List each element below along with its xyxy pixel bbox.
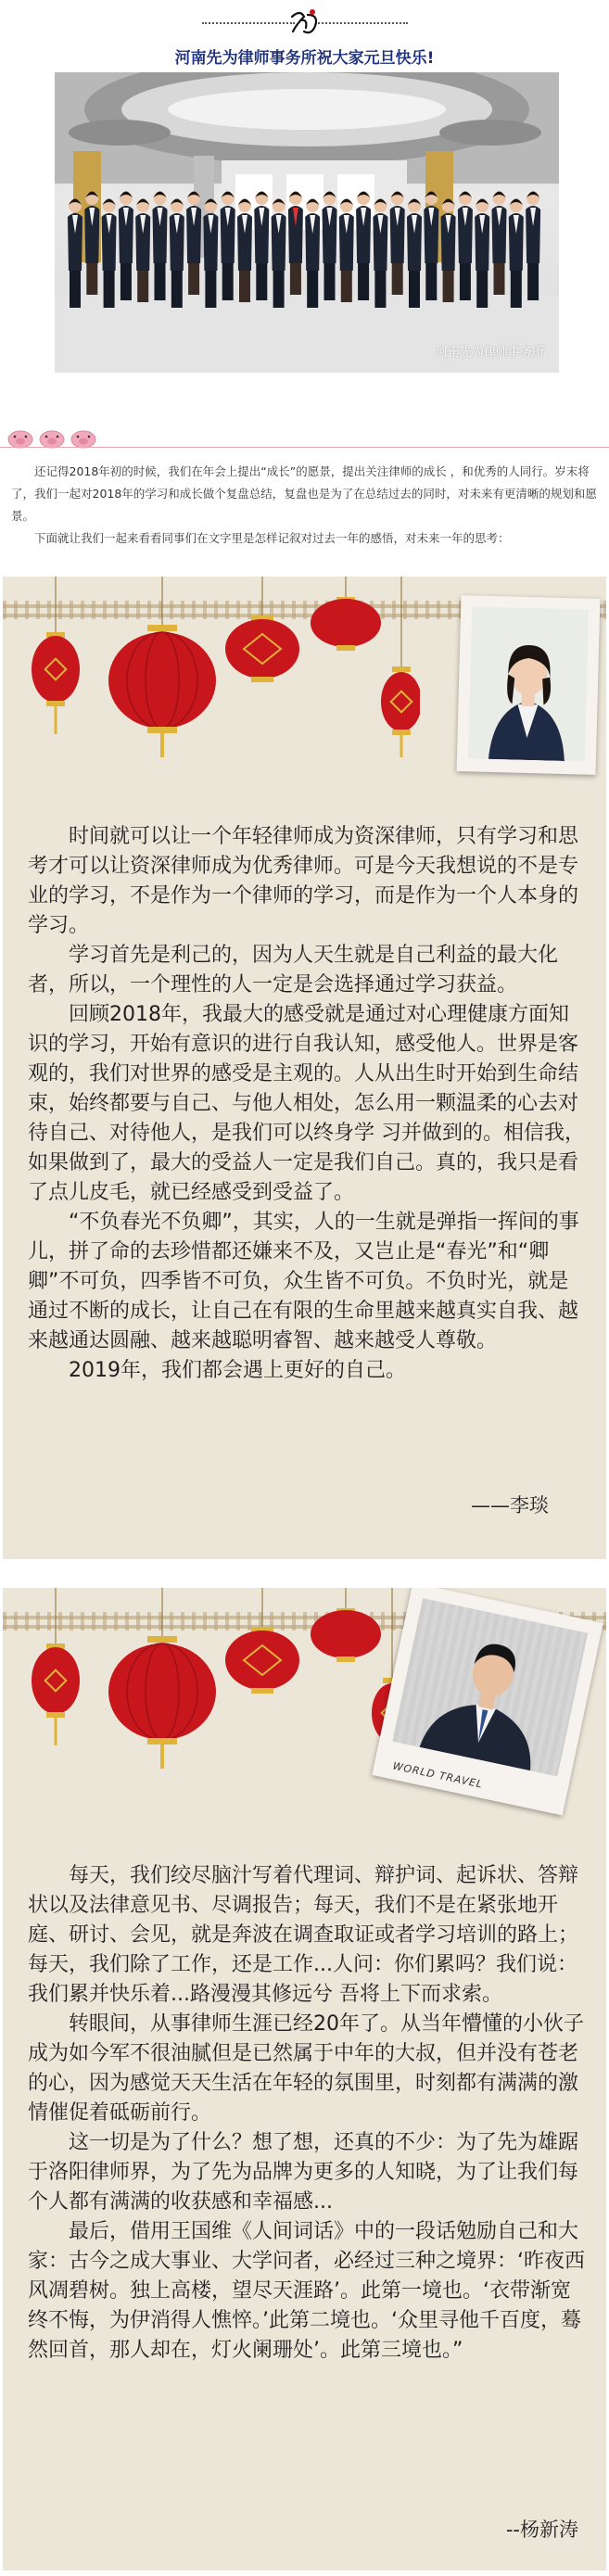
calligraphy-logo-icon: [287, 7, 321, 39]
photo-watermark: 河南先为律师事务所: [435, 346, 544, 360]
lantern-icon: [32, 1643, 80, 1745]
lantern-icon: [225, 615, 299, 682]
article-header: [0, 0, 609, 68]
lantern-icon: [108, 625, 216, 757]
reflection-paragraph: 每天，我们绞尽脑汁写着代理词、辩护词、起诉状、答辩状以及法律意见书、尽调报告；每天，我们不是在紧张地开庭、研讨、会见，就是奔波在调查取证或者学习培训的路上；每天，我们除了工作，还是工作...人问：你们累吗？我们说：我们累并快乐着...路漫漫其修远兮 吾将上下而求索。: [28, 1864, 579, 2006]
intro-text: [11, 461, 599, 550]
group-photo: [55, 72, 559, 373]
intro-paragraph: 下面就让我们一起来看看同事们在文字里是怎样记叙对过去一年的感悟，对未来一年的思考：: [34, 531, 510, 545]
reflection-paragraph: 学习首先是利己的，因为人天生就是自己利益的最大化者，所以，一个理性的人一定是会选择通过学习获益。: [28, 944, 559, 996]
reflection-paragraph: 转眼间，从事律师生涯已经20年了。从当年懵懂的小伙子成为如今军不很油腻但是已然属于中年的大叔，但并没有苍老的心，因为感觉天天生活在年轻的氛围里，时刻都有满满的激情催促着砥砺前行。: [28, 2012, 584, 2125]
reflection-body: [28, 822, 589, 1386]
portrait-photo: [468, 606, 589, 761]
reflection-card-li-yan: [3, 577, 606, 1559]
reflection-paragraph: 2019年，我们都会遇上更好的自己。: [69, 1359, 406, 1382]
reflection-paragraph: 最后，借用王国维《人间词话》中的一段话勉励自己和大家：古今之成大事业、大学问者，必经过三种之境界：‘昨夜西风凋碧树。独上高楼，望尽天涯路’。此第一境也。‘衣带渐宽终不悔，为伊消得人憔悴。’此第二境也。‘众里寻他千百度，蓦然回首，那人却在，灯火阑珊处’。此第三境也。”: [28, 2220, 585, 2362]
page-title: 河南先为律师事务所祝大家元旦快乐!: [174, 49, 435, 68]
lantern-icon: [32, 632, 80, 734]
header-dotted-rule-left: [202, 22, 295, 24]
lanterns-decoration: [31, 577, 420, 762]
lantern-icon: [381, 666, 420, 757]
lantern-icon: [311, 1608, 381, 1662]
reflection-card-yang-xintao: [3, 1588, 606, 2570]
lantern-icon: [311, 597, 381, 651]
reflection-paragraph: “不负春光不负卿”，其实，人的一生就是弹指一挥间的事儿，拼了命的去珍惜都还嫌来不及，又岂止是“春光”和“卿卿”不可负，四季皆不可负，众生皆不可负。不负时光，就是通过不断的成长，让自己在有限的生命里越来越真实自我、越来越通达圆融、越来越聪明睿智、越来越受人尊敬。: [28, 1211, 579, 1352]
intro-paragraph: 还记得2018年初的时候，我们在年会上提出“成长”的愿景，提出关注律师的成长 ，和优秀的人同行。岁末将了，我们一起对2018年的学习和成长做个复盘总结，复盘也是为了在总结过去的同时，对未来有更清晰的规划和愿景。: [11, 464, 597, 523]
portrait-frame: [457, 595, 601, 775]
portrait-frame: [372, 1588, 603, 1816]
signature: ——李琰: [471, 1494, 549, 1516]
header-dotted-rule-right: [315, 22, 408, 24]
lantern-icon: [108, 1636, 216, 1769]
signature: --杨新涛: [505, 2519, 578, 2541]
frame-caption: WORLD TRAVEL: [391, 1759, 485, 1791]
reflection-paragraph: 时间就可以让一个年轻律师成为资深律师，只有学习和思考才可以让资深律师成为优秀律师。可是今天我想说的不是专业的学习，不是作为一个律师的学习，而是作为一个人本身的学习。: [28, 825, 579, 937]
reflection-paragraph: 这一切是为了什么？想了想，还真的不少：为了先为雄踞于洛阳律师界，为了先为品牌为更多的人知晓，为了让我们每个人都有满满的收获感和幸福感...: [28, 2131, 579, 2214]
group-photo-illustration: [55, 72, 559, 373]
lanterns-decoration: [31, 1588, 420, 1773]
portrait-photo: [392, 1598, 588, 1776]
pig-emoji-icon: [6, 428, 117, 449]
reflection-paragraph: 回顾2018年，我最大的感受就是通过对心理健康方面知识的学习，开始有意识的进行自我认知，感受他人。世界是客观的，我们对世界的感受是主观的。人从出生时开始到生命结束，始终都要与自己、与他人相处，怎么用一颗温柔的心去对待自己、对待他人，是我们可以终身学 习并做到的。相信我，如果做到了，最大的受益人一定是我们自己。真的，我只是看了点儿皮毛，就已经感受到受益了。: [28, 1003, 585, 1204]
reflection-body: [28, 1861, 589, 2366]
lantern-icon: [225, 1627, 299, 1694]
section-divider: [0, 447, 609, 448]
